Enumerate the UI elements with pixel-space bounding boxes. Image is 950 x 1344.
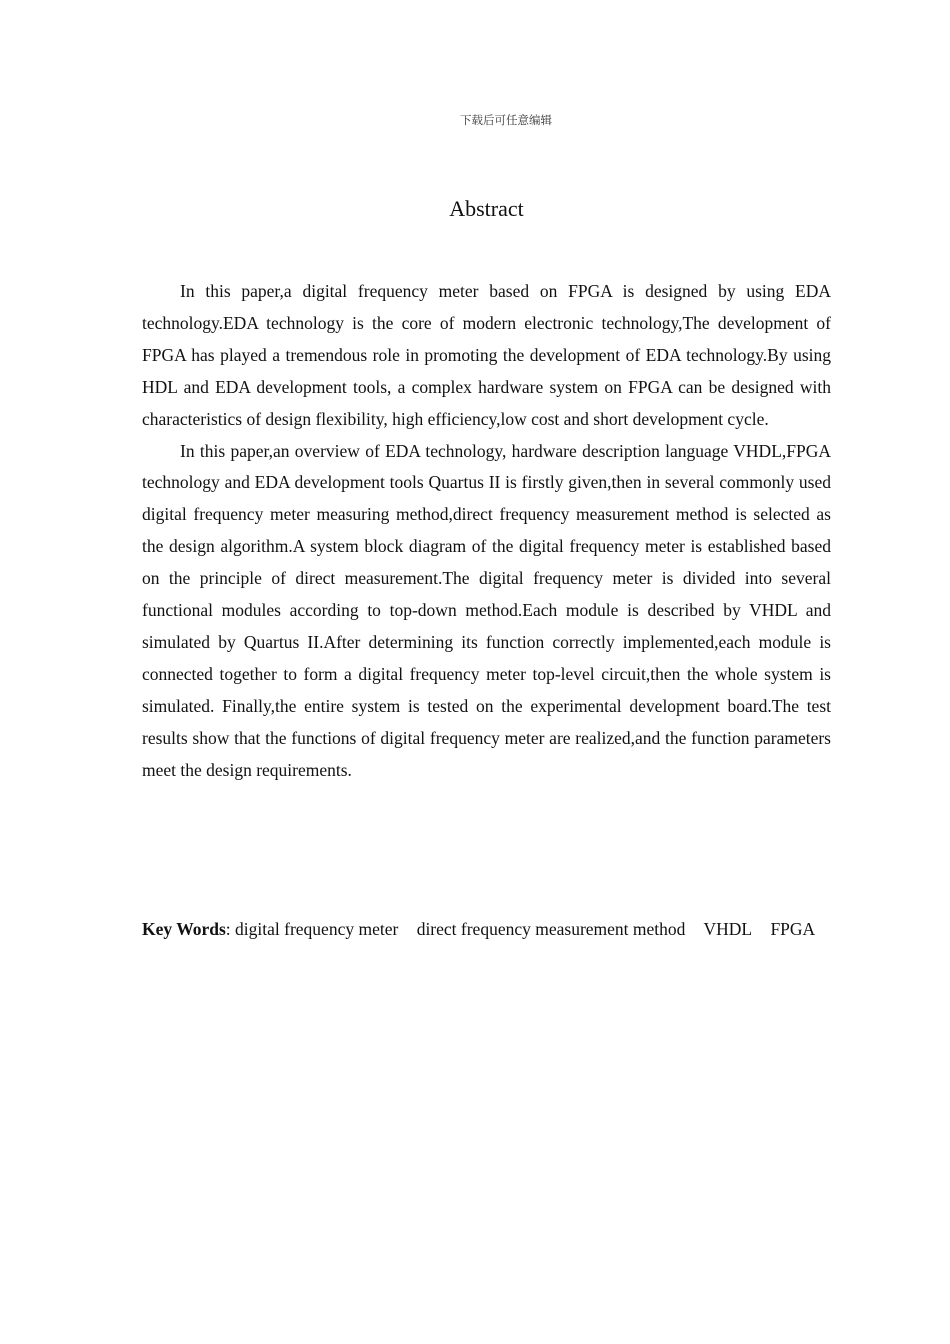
keyword-item: digital frequency meter xyxy=(235,919,399,939)
page-title: Abstract xyxy=(449,196,524,221)
abstract-paragraph-2: In this paper,an overview of EDA technology, hardware description language VHDL,FPGA technology and EDA development tools Quartus II is firstly given,then in several commonly used digital frequency meter measuring method,direct frequency measurement method is selected as the design algorithm.A system block diagram of the digital frequency meter is established based on the principle of direct measurement.The digital frequency meter is divided into several functional modules according to top-down method.Each module is described by VHDL and simulated by Quartus II.After determining its function correctly implemented,each module is connected together to form a digital frequency meter top-level circuit,then the whole system is simulated. Finally,the entire system is tested on the experimental development board.The test results show that the functions of digital frequency meter are realized,and the function parameters meet the design requirements. xyxy=(142,440,831,780)
header-note: 下载后可任意编辑 xyxy=(460,113,552,127)
keyword-item: direct frequency measurement method xyxy=(416,919,686,939)
keywords-label: Key Words xyxy=(142,919,226,939)
keywords-section xyxy=(142,914,831,946)
abstract-paragraph-1: In this paper,a digital frequency meter based on FPGA is designed by using EDA technology.EDA technology is the core of modern electronic technology,The development of FPGA has played a tremendous role in promoting the development of EDA technology.By using HDL and EDA development tools, a complex hardware system on FPGA can be designed with characteristics of design flexibility, high efficiency,low cost and short development cycle. xyxy=(142,281,831,429)
keywords-separator: : xyxy=(225,919,236,939)
keyword-item: VHDL xyxy=(703,919,753,939)
abstract-body xyxy=(142,276,831,787)
keyword-item: FPGA xyxy=(770,919,816,939)
